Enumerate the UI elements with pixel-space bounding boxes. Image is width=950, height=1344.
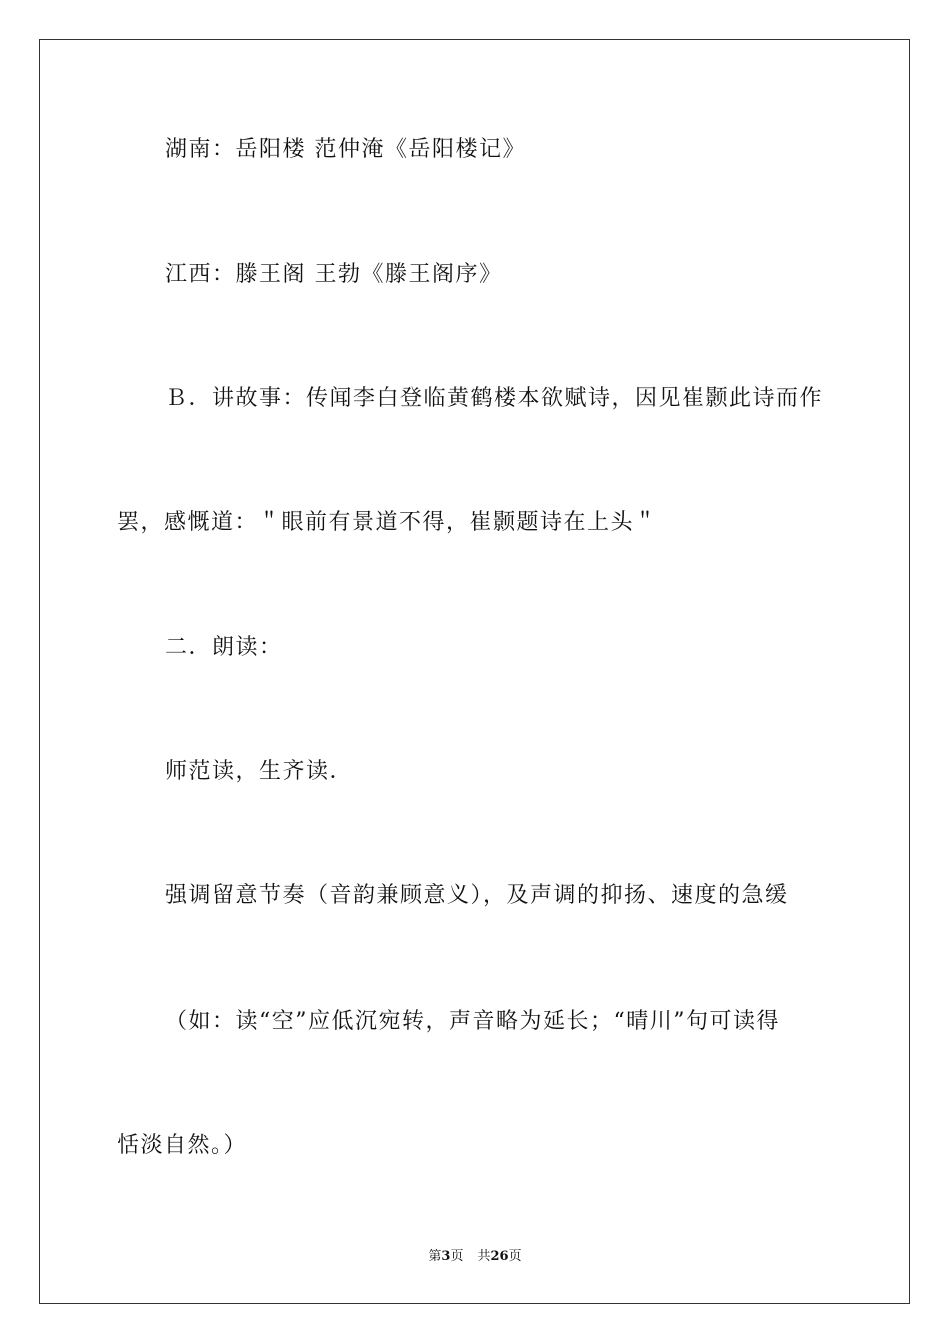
section-heading-reading: 二．朗读：	[165, 635, 283, 660]
page-footer	[0, 1248, 950, 1266]
text-line-example: （如：读“空”应低沉宛转，声音略为延长；“晴川”句可读得	[165, 1009, 780, 1034]
text-line-story-cont: 罢，感慨道：＂眼前有景道不得，崔颢题诗在上头＂	[117, 510, 658, 535]
footer-total-prefix: 共	[477, 1249, 491, 1264]
footer-total-pages: 26	[490, 1249, 509, 1264]
footer-page-unit: 页	[450, 1249, 464, 1264]
footer-prefix: 第	[428, 1249, 442, 1264]
footer-total-unit: 页	[508, 1249, 522, 1264]
page-frame	[39, 39, 910, 1304]
text-line-example-cont: 恬淡自然。）	[117, 1133, 248, 1158]
text-line-rhythm: 强调留意节奏（音韵兼顾意义），及声调的抑扬、速度的急缓	[165, 883, 789, 908]
text-line-teacher-read: 师范读，生齐读．	[165, 759, 354, 784]
text-line-story: Ｂ．讲故事：传闻李白登临黄鹤楼本欲赋诗，因见崔颢此诗而作	[165, 386, 824, 411]
text-line-hunan: 湖南：岳阳楼 范仲淹《岳阳楼记》	[165, 137, 526, 162]
text-line-jiangxi: 江西：滕王阁 王勃《滕王阁序》	[165, 262, 503, 287]
footer-current-page: 3	[441, 1249, 451, 1264]
